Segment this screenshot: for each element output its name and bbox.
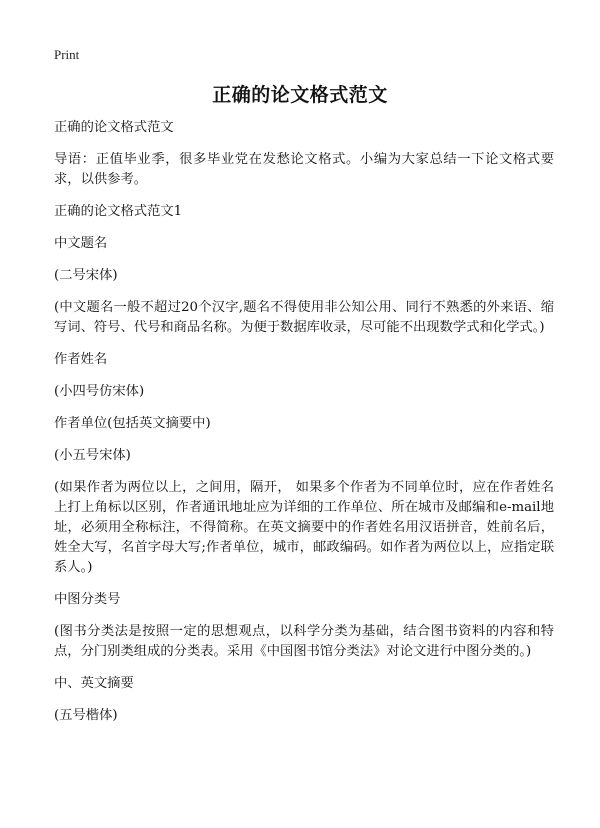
paragraph-section-heading: 正确的论文格式范文1 — [54, 204, 183, 219]
paragraph-intro: 导语：正值毕业季，很多毕业党在发愁论文格式。小编为大家总结一下论文格式要求，以供参考。 — [54, 152, 554, 187]
paragraph-abstract-heading: 中、英文摘要 — [54, 676, 134, 691]
document-body — [54, 118, 554, 738]
paragraph-abstract-font: (五号楷体) — [54, 708, 118, 723]
paragraph-author-name-font: (小四号仿宋体) — [54, 384, 145, 399]
paragraph-chinese-title-font: (二号宋体) — [54, 268, 118, 283]
paragraph-author-name-heading: 作者姓名 — [54, 352, 108, 367]
document-title: 正确的论文格式范文 — [212, 84, 388, 106]
print-label[interactable]: Print — [54, 47, 80, 62]
paragraph-clc-rules: (图书分类法是按照一定的思想观点，以科学分类为基础，结合图书资料的内容和特点，分门别类组成的分类表。采用《中国图书馆分类法》对论文进行中图分类的。) — [54, 624, 554, 659]
paragraph-clc-heading: 中图分类号 — [54, 592, 121, 607]
paragraph-chinese-title-heading: 中文题名 — [54, 236, 108, 251]
paragraph-author-rules: (如果作者为两位以上，之间用，隔开， 如果多个作者为不同单位时，应在作者姓名上打上角标以区别，作者通讯地址应为详细的工作单位、所在城市及邮编和e-mail地址，必须用全称标注，不得简称。在英文摘要中的作者姓名用汉语拼音，姓前名后，姓全大写，名首字母大写;作者单位，城市，邮政编码。如作者为两位以上，应指定联系人。) — [54, 480, 554, 575]
paragraph-author-unit-font: (小五号宋体) — [54, 448, 131, 463]
paragraph-author-unit-heading: 作者单位(包括英文摘要中) — [54, 416, 211, 431]
paragraph-chinese-title-rules: (中文题名一般不超过20个汉字,题名不得使用非公知公用、同行不熟悉的外来语、缩写词、符号、代号和商品名称。为便于数据库收录，尽可能不出现数学式和化学式。) — [54, 300, 554, 335]
paragraph-subtitle: 正确的论文格式范文 — [54, 120, 174, 135]
